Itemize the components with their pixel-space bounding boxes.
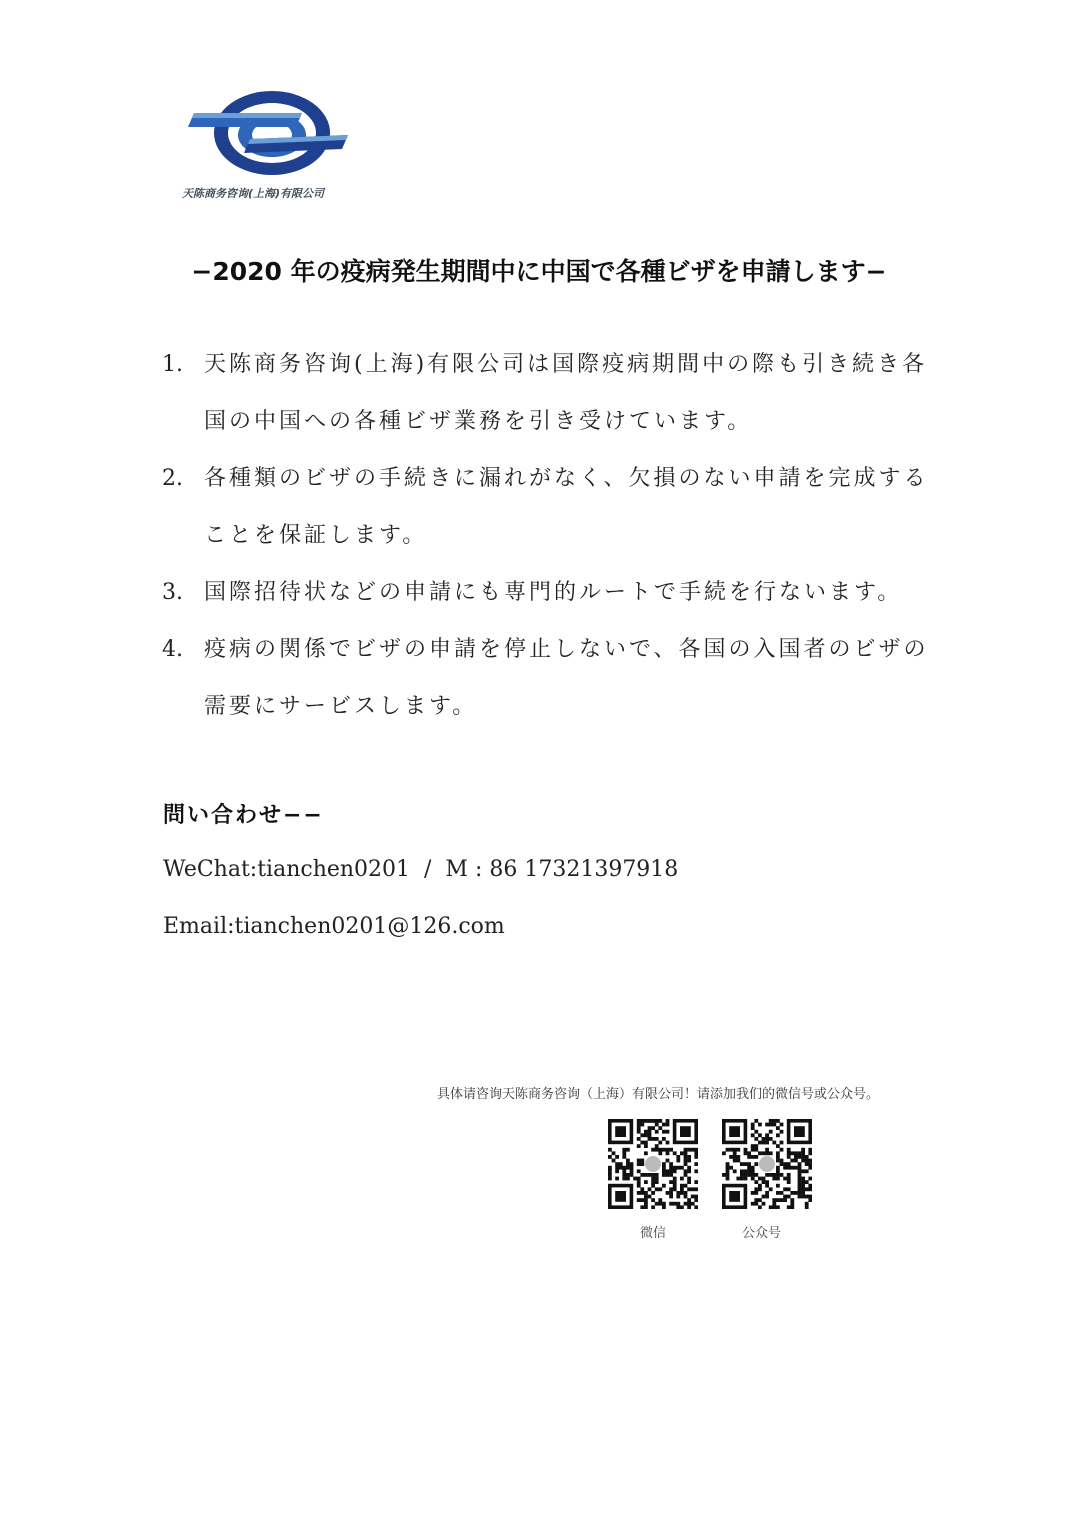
logo-caption: 天陈商务咨询(上海)有限公司 [182, 187, 325, 200]
list-item-text: 疫病の関係でビザの申請を停止しないで、各国の入国者のビザの需要にサービスします。 [204, 637, 929, 719]
list-item-text: 国際招待状などの申請にも専門的ルートで手続を行ないます。 [204, 580, 903, 605]
company-logo [180, 85, 370, 210]
email-line: Email:tianchen0201@126.com [163, 914, 505, 939]
list-item-text: 天陈商务咨询(上海)有限公司は国際疫病期間中の際も引き続き各国の中国への各種ビザ業務を引き受けています。 [204, 352, 928, 434]
list-item [162, 450, 942, 564]
qr-note: 具体请咨询天陈商务咨询（上海）有限公司！请添加我们的微信号或公众号。 [437, 1087, 880, 1102]
official-account-qr-code-icon [722, 1119, 812, 1209]
official-account-qr-label: 公众号 [742, 1226, 782, 1241]
logo-emblem-icon [180, 85, 370, 185]
wechat-qr-label: 微信 [640, 1226, 667, 1241]
list-item-text: 各種類のビザの手続きに漏れがなく、欠損のない申請を完成することを保証します。 [204, 466, 929, 548]
contact-heading: 問い合わせ−− [163, 803, 324, 828]
list-item-number: 2. [162, 466, 183, 491]
list-item-number: 3. [162, 580, 183, 605]
list-item-number: 4. [162, 637, 183, 662]
list-item-number: 1. [162, 352, 183, 377]
list-item [162, 621, 942, 735]
page-title: −2020 年の疫病発生期間中に中国で各種ビザを申請します− [191, 257, 887, 286]
list-item [162, 564, 942, 621]
service-list [162, 336, 942, 735]
wechat-qr-code-icon [608, 1119, 698, 1209]
wechat-phone-line: WeChat:tianchen0201 / M : 86 17321397918 [163, 857, 679, 882]
list-item [162, 336, 942, 450]
